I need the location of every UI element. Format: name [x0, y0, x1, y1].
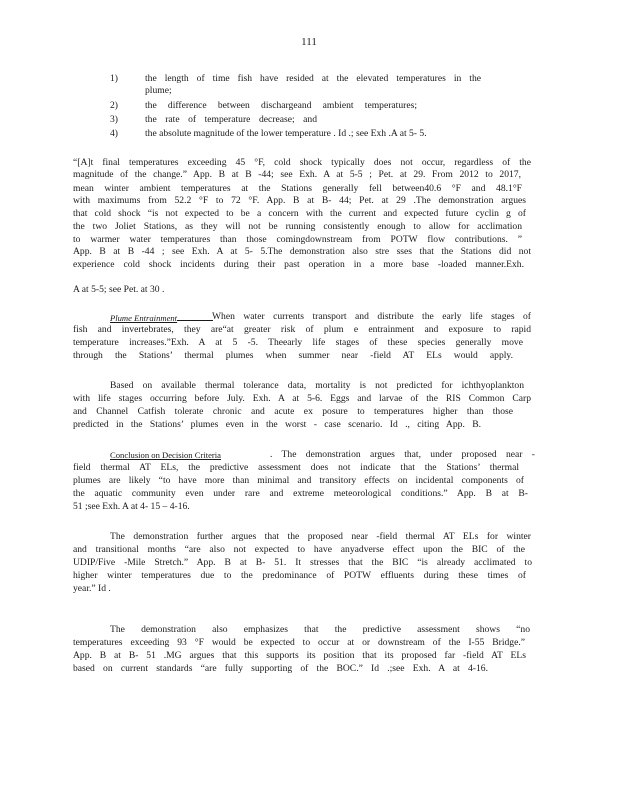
text-line: Based on available thermal tolerance data, mortality is not predicted for ichthyoplankton — [110, 380, 524, 391]
text-line: temperature increases.”Exh. A at 5 -5. Theearly life stages of these species generally move — [73, 337, 523, 348]
text-line: the two Joliet Stations, as they will not be running consistently enough to allow for acclimation — [73, 221, 522, 232]
text-line: higher winter temperatures due to the predominance of POTW effluents during these times of — [73, 570, 526, 581]
text-line: App. B at B- 51 .MG argues that this supports its position that its proposed far -field AT ELs — [73, 650, 526, 661]
section-heading: Conclusion on Decision Criteria — [110, 450, 221, 460]
text-line: The demonstration further argues that the proposed near -field thermal AT ELs for winter — [110, 531, 531, 542]
list-number: 3) — [110, 114, 118, 125]
text-line: The demonstration also emphasizes that the predictive assessment shows “no — [110, 624, 530, 635]
text-line: 51 ;see Exh. A at 4- 15 – 4-16. — [73, 501, 190, 512]
list-item: the rate of temperature decrease; and — [145, 114, 317, 125]
list-number: 2) — [110, 100, 118, 111]
page-number: 111 — [301, 36, 317, 48]
text-line: When water currents transport and distribute the early life stages of — [212, 311, 531, 322]
text-line: field thermal AT ELs, the predictive assessment does not indicate that the Stations’ thermal — [73, 462, 519, 473]
text-line: and Channel Catfish tolerate chronic and acute ex posure to temperatures higher than those — [73, 406, 513, 417]
list-item: the difference between dischargeand ambient temperatures; — [145, 100, 417, 111]
text-line: the aquatic community even under rare and extreme meteorological conditions.” App. B at B- — [73, 488, 528, 499]
heading-underline — [177, 311, 213, 321]
section-line — [110, 449, 221, 462]
text-line: predicted in the Stations’ plumes even in the worst - case scenario. Id ., citing App. B. — [73, 419, 481, 430]
text-line: year.” Id . — [73, 583, 111, 594]
list-item: the length of time fish have resided at the elevated temperatures in the — [145, 73, 481, 84]
list-number: 4) — [110, 128, 118, 139]
text-line: and transitional months “are also not expected to have anyadverse effect upon the BIC of the — [73, 544, 525, 555]
text-line: with maximums from 52.2 °F to 72 °F. App. B at B- 44; Pet. at 29 .The demonstration argues — [73, 195, 526, 206]
text-line: magnitude of the change.” App. B at B -44; see Exh. A at 5-5 ; Pet. at 29. From 2012 to 2017, — [73, 169, 521, 180]
text-line: based on current standards “are fully supporting of the BOC.” Id .;see Exh. A at 4-16. — [73, 663, 488, 674]
text-line: . The demonstration argues that, under proposed near - — [270, 449, 535, 460]
section-heading: Plume Entrainment — [110, 313, 178, 323]
text-line: experience cold shock incidents during their past operation in a more base -loaded manner.Exh. — [73, 259, 524, 270]
text-line: through the Stations’ thermal plumes when summer near -field AT ELs would apply. — [73, 350, 513, 361]
list-number: 1) — [110, 73, 118, 84]
text-line: that cold shock “is not expected to be a concern with the current and expected future cyclin g of — [73, 208, 526, 219]
text-line: mean winter ambient temperatures at the Stations generally fell between40.6 °F and 48.1°F — [73, 183, 522, 194]
text-line: to warmer water temperatures than those comingdownstream from POTW flow contributions. ” — [73, 234, 522, 245]
text-line: fish and invertebrates, they are“at greater risk of plum e entrainment and exposure to rapid — [73, 324, 531, 335]
text-line: temperatures exceeding 93 °F would be expected to occur at or downstream of the I-55 Bridge.” — [73, 637, 525, 648]
list-item-continuation: plume; — [145, 85, 172, 96]
text-line: “[A]t final temperatures exceeding 45 °F, cold shock typically does not occur, regardless of the — [73, 157, 531, 168]
text-line: with life stages occurring before July. Exh. A at 5-6. Eggs and larvae of the RIS Common Carp — [73, 393, 531, 404]
list-item: the absolute magnitude of the lower temperature . Id .; see Exh .A at 5- 5. — [145, 128, 427, 139]
text-line: A at 5-5; see Pet. at 30 . — [73, 284, 165, 295]
text-line: App. B at B -44 ; see Exh. A at 5- 5.The demonstration also stre sses that the Stations did not — [73, 246, 531, 257]
text-line: UDIP/Five -Mile Stretch.” App. B at B- 51. It stresses that the BIC “is already acclimated to — [73, 557, 532, 568]
text-line: plumes are likely “to have more than minimal and transitory effects on incidental components of — [73, 475, 524, 486]
